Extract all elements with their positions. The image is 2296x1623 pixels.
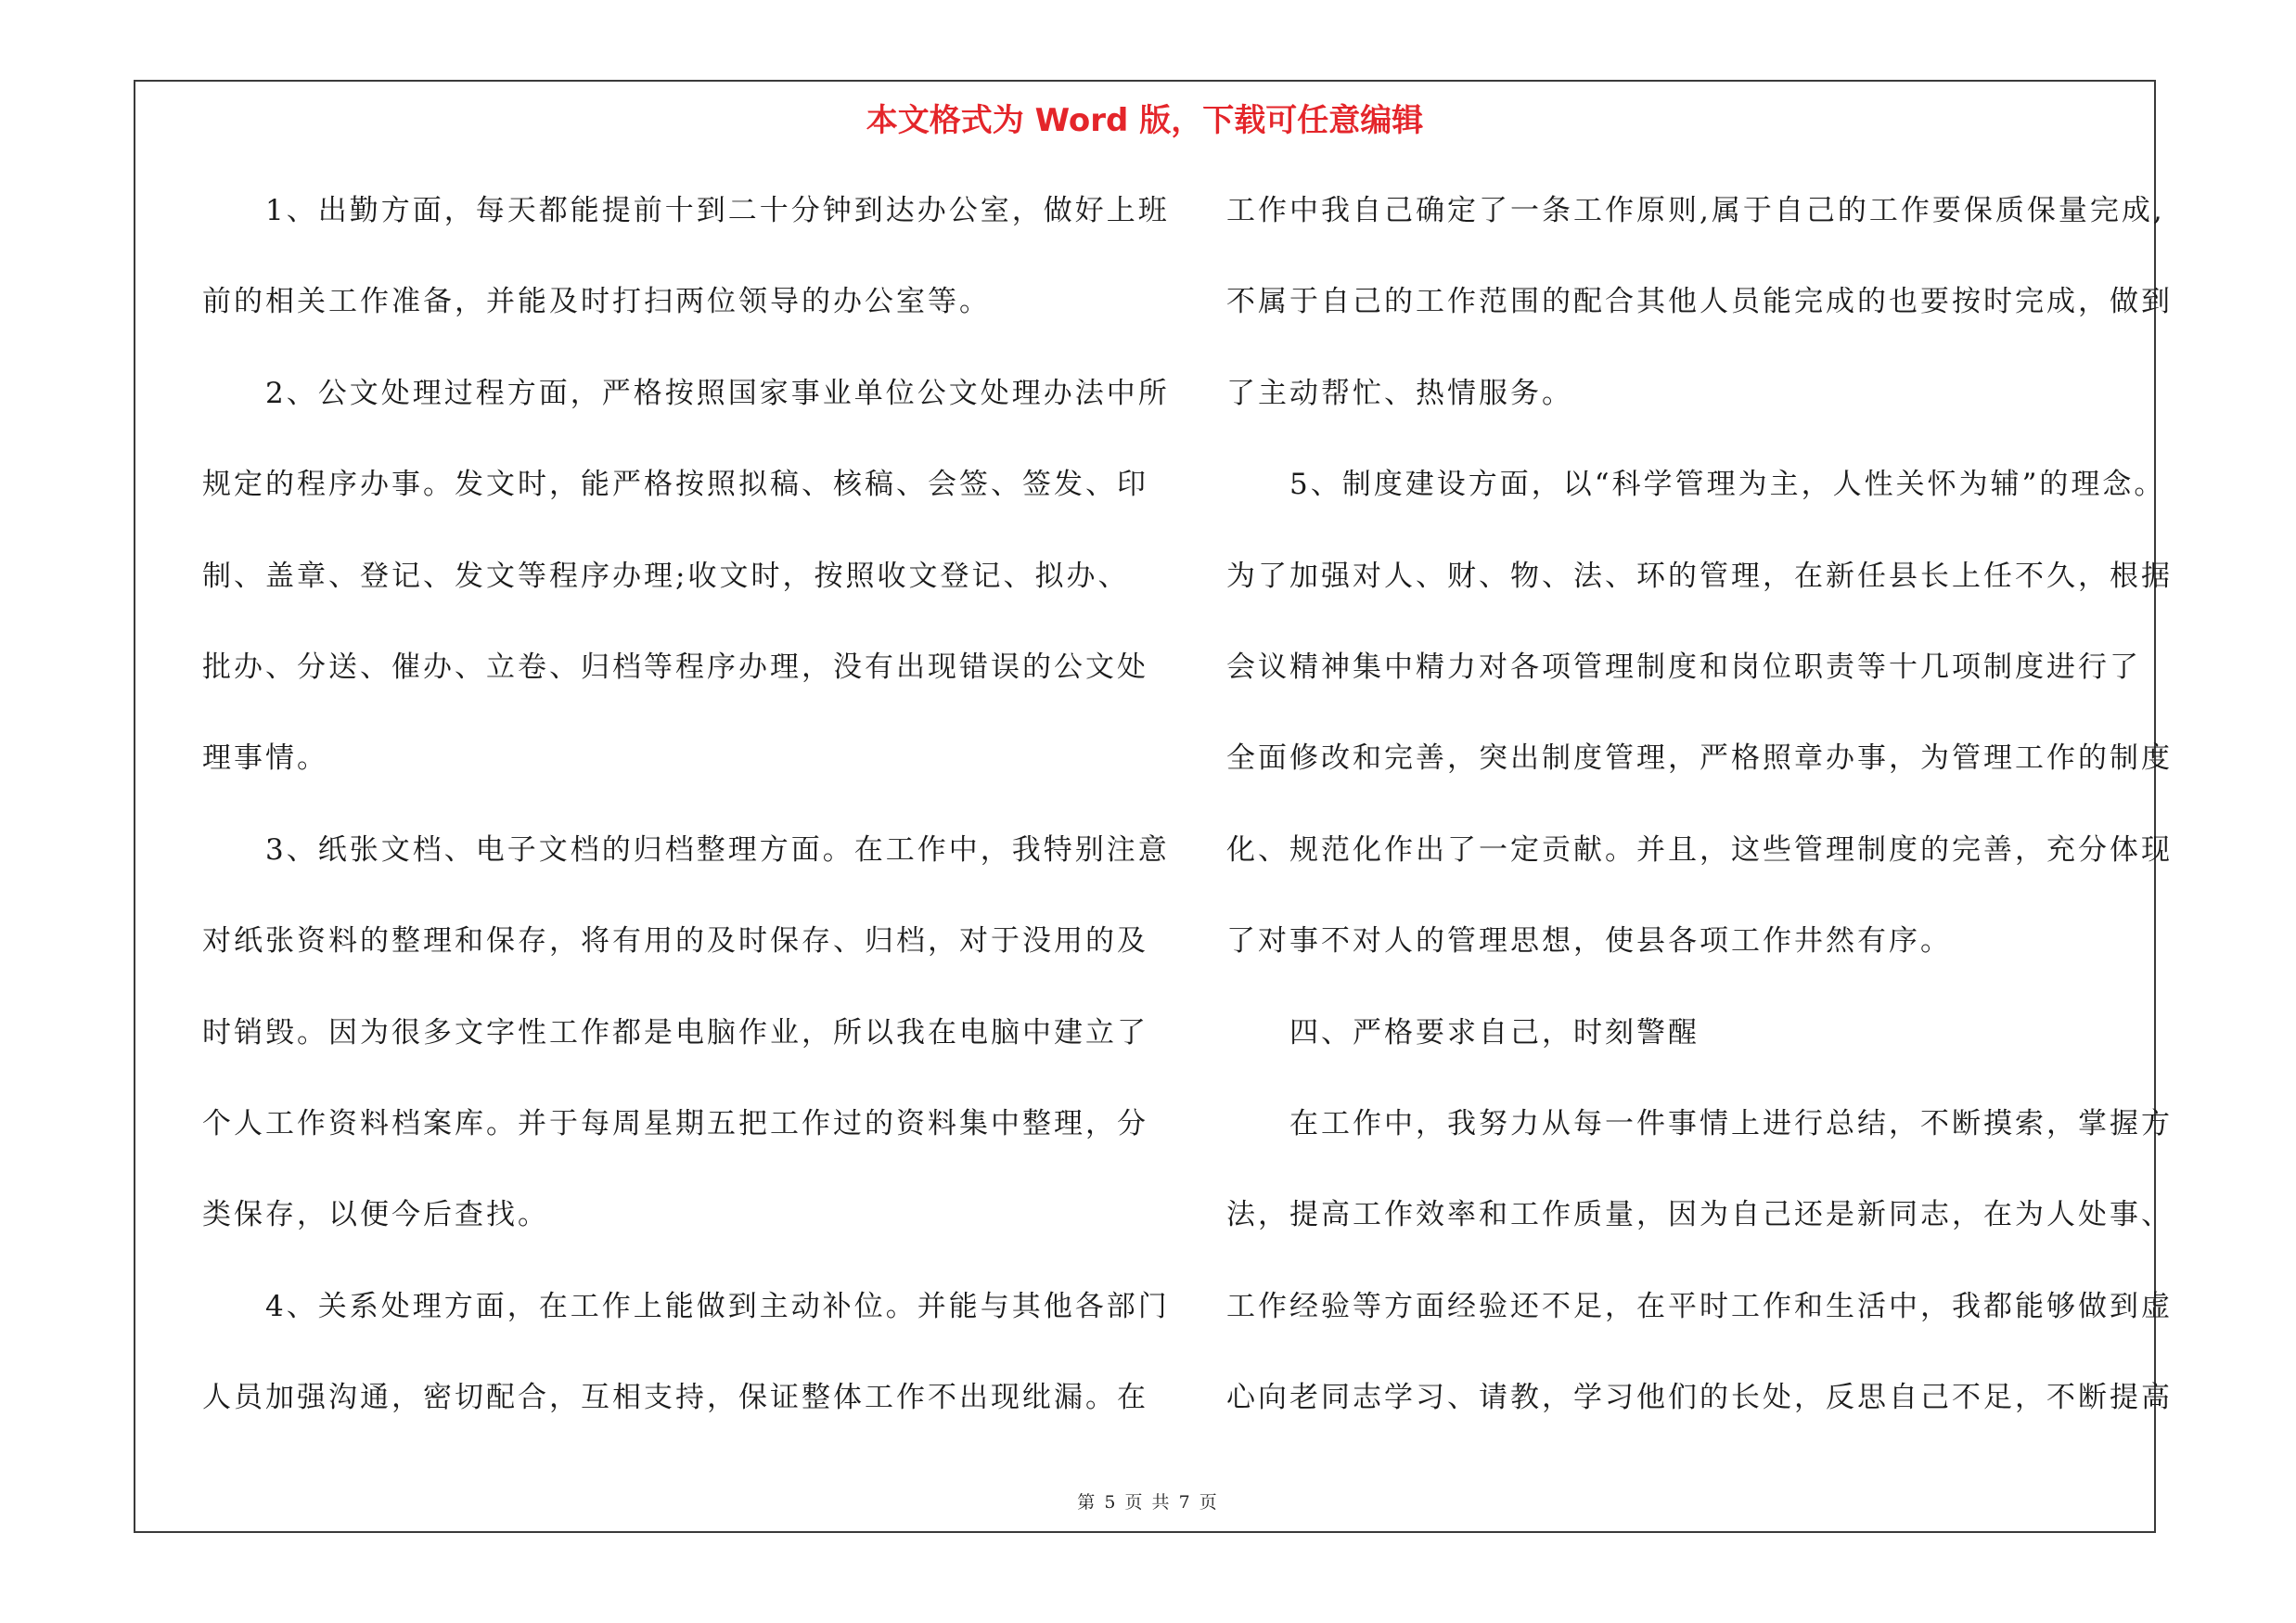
text-line: 4、关系处理方面，在工作上能做到主动补位。并能与其他各部门 — [202, 1289, 1170, 1323]
page-number — [0, 1488, 2296, 1514]
text-line: 制、盖章、登记、发文等程序办理;收文时，按照收文登记、拟办、 — [202, 559, 1130, 593]
total-pages: 7 — [1178, 1492, 1192, 1513]
text-line: 工作经验等方面经验还不足，在平时工作和生活中，我都能够做到虚 — [1226, 1289, 2173, 1323]
page-number-middle: 页 共 — [1124, 1492, 1172, 1513]
page-number-suffix: 页 — [1199, 1492, 1219, 1513]
text-line: 批办、分送、催办、立卷、归档等程序办理，没有出现错误的公文处 — [202, 650, 1148, 684]
text-line: 在工作中，我努力从每一件事情上进行总结，不断摸索，掌握方 — [1226, 1106, 2173, 1140]
text-line: 时销毁。因为很多文字性工作都是电脑作业，所以我在电脑中建立了 — [202, 1015, 1148, 1050]
text-line: 法，提高工作效率和工作质量，因为自己还是新同志，在为人处事、 — [1226, 1198, 2173, 1232]
text-line: 为了加强对人、财、物、法、环的管理，在新任县长上任不久，根据 — [1226, 559, 2173, 593]
text-line: 不属于自己的工作范围的配合其他人员能完成的也要按时完成，做到 — [1226, 285, 2173, 319]
text-line: 3、纸张文档、电子文档的归档整理方面。在工作中，我特别注意 — [202, 832, 1170, 867]
right-column — [1226, 182, 2195, 1460]
text-line: 全面修改和完善，突出制度管理，严格照章办事，为管理工作的制度 — [1226, 741, 2173, 776]
text-line: 2、公文处理过程方面，严格按照国家事业单位公文处理办法中所 — [202, 376, 1170, 410]
text-line: 类保存，以便今后查找。 — [202, 1198, 549, 1232]
page-number-prefix: 第 — [1077, 1492, 1097, 1513]
text-line: 规定的程序办事。发文时，能严格按照拟稿、核稿、会签、签发、印 — [202, 468, 1148, 502]
format-notice: 本文格式为 Word 版，下载可任意编辑 — [866, 102, 1424, 139]
text-line: 5、制度建设方面，以“科学管理为主，人性关怀为辅”的理念。 — [1226, 468, 2166, 502]
text-line: 对纸张资料的整理和保存，将有用的及时保存、归档，对于没用的及 — [202, 924, 1148, 959]
text-line: 前的相关工作准备，并能及时打扫两位领导的办公室等。 — [202, 285, 991, 319]
current-page: 5 — [1104, 1492, 1118, 1513]
text-line: 心向老同志学习、请教，学习他们的长处，反思自己不足，不断提高 — [1226, 1381, 2173, 1415]
text-line: 人员加强沟通，密切配合，互相支持，保证整体工作不出现纰漏。在 — [202, 1381, 1148, 1415]
text-line: 1、出勤方面，每天都能提前十到二十分钟到达办公室，做好上班 — [202, 194, 1170, 227]
text-line: 了对事不对人的管理思想，使县各项工作井然有序。 — [1226, 924, 1952, 959]
left-column — [202, 182, 1170, 1460]
text-line: 工作中我自己确定了一条工作原则,属于自己的工作要保质保量完成, — [1226, 194, 2165, 227]
text-line: 了主动帮忙、热情服务。 — [1226, 376, 1573, 410]
text-line: 四、严格要求自己，时刻警醒 — [1226, 1015, 1700, 1050]
text-line: 化、规范化作出了一定贡献。并且，这些管理制度的完善，充分体现 — [1226, 832, 2173, 867]
text-line: 个人工作资料档案库。并于每周星期五把工作过的资料集中整理，分 — [202, 1106, 1148, 1140]
text-line: 理事情。 — [202, 741, 328, 776]
text-line: 会议精神集中精力对各项管理制度和岗位职责等十几项制度进行了 — [1226, 650, 2141, 684]
